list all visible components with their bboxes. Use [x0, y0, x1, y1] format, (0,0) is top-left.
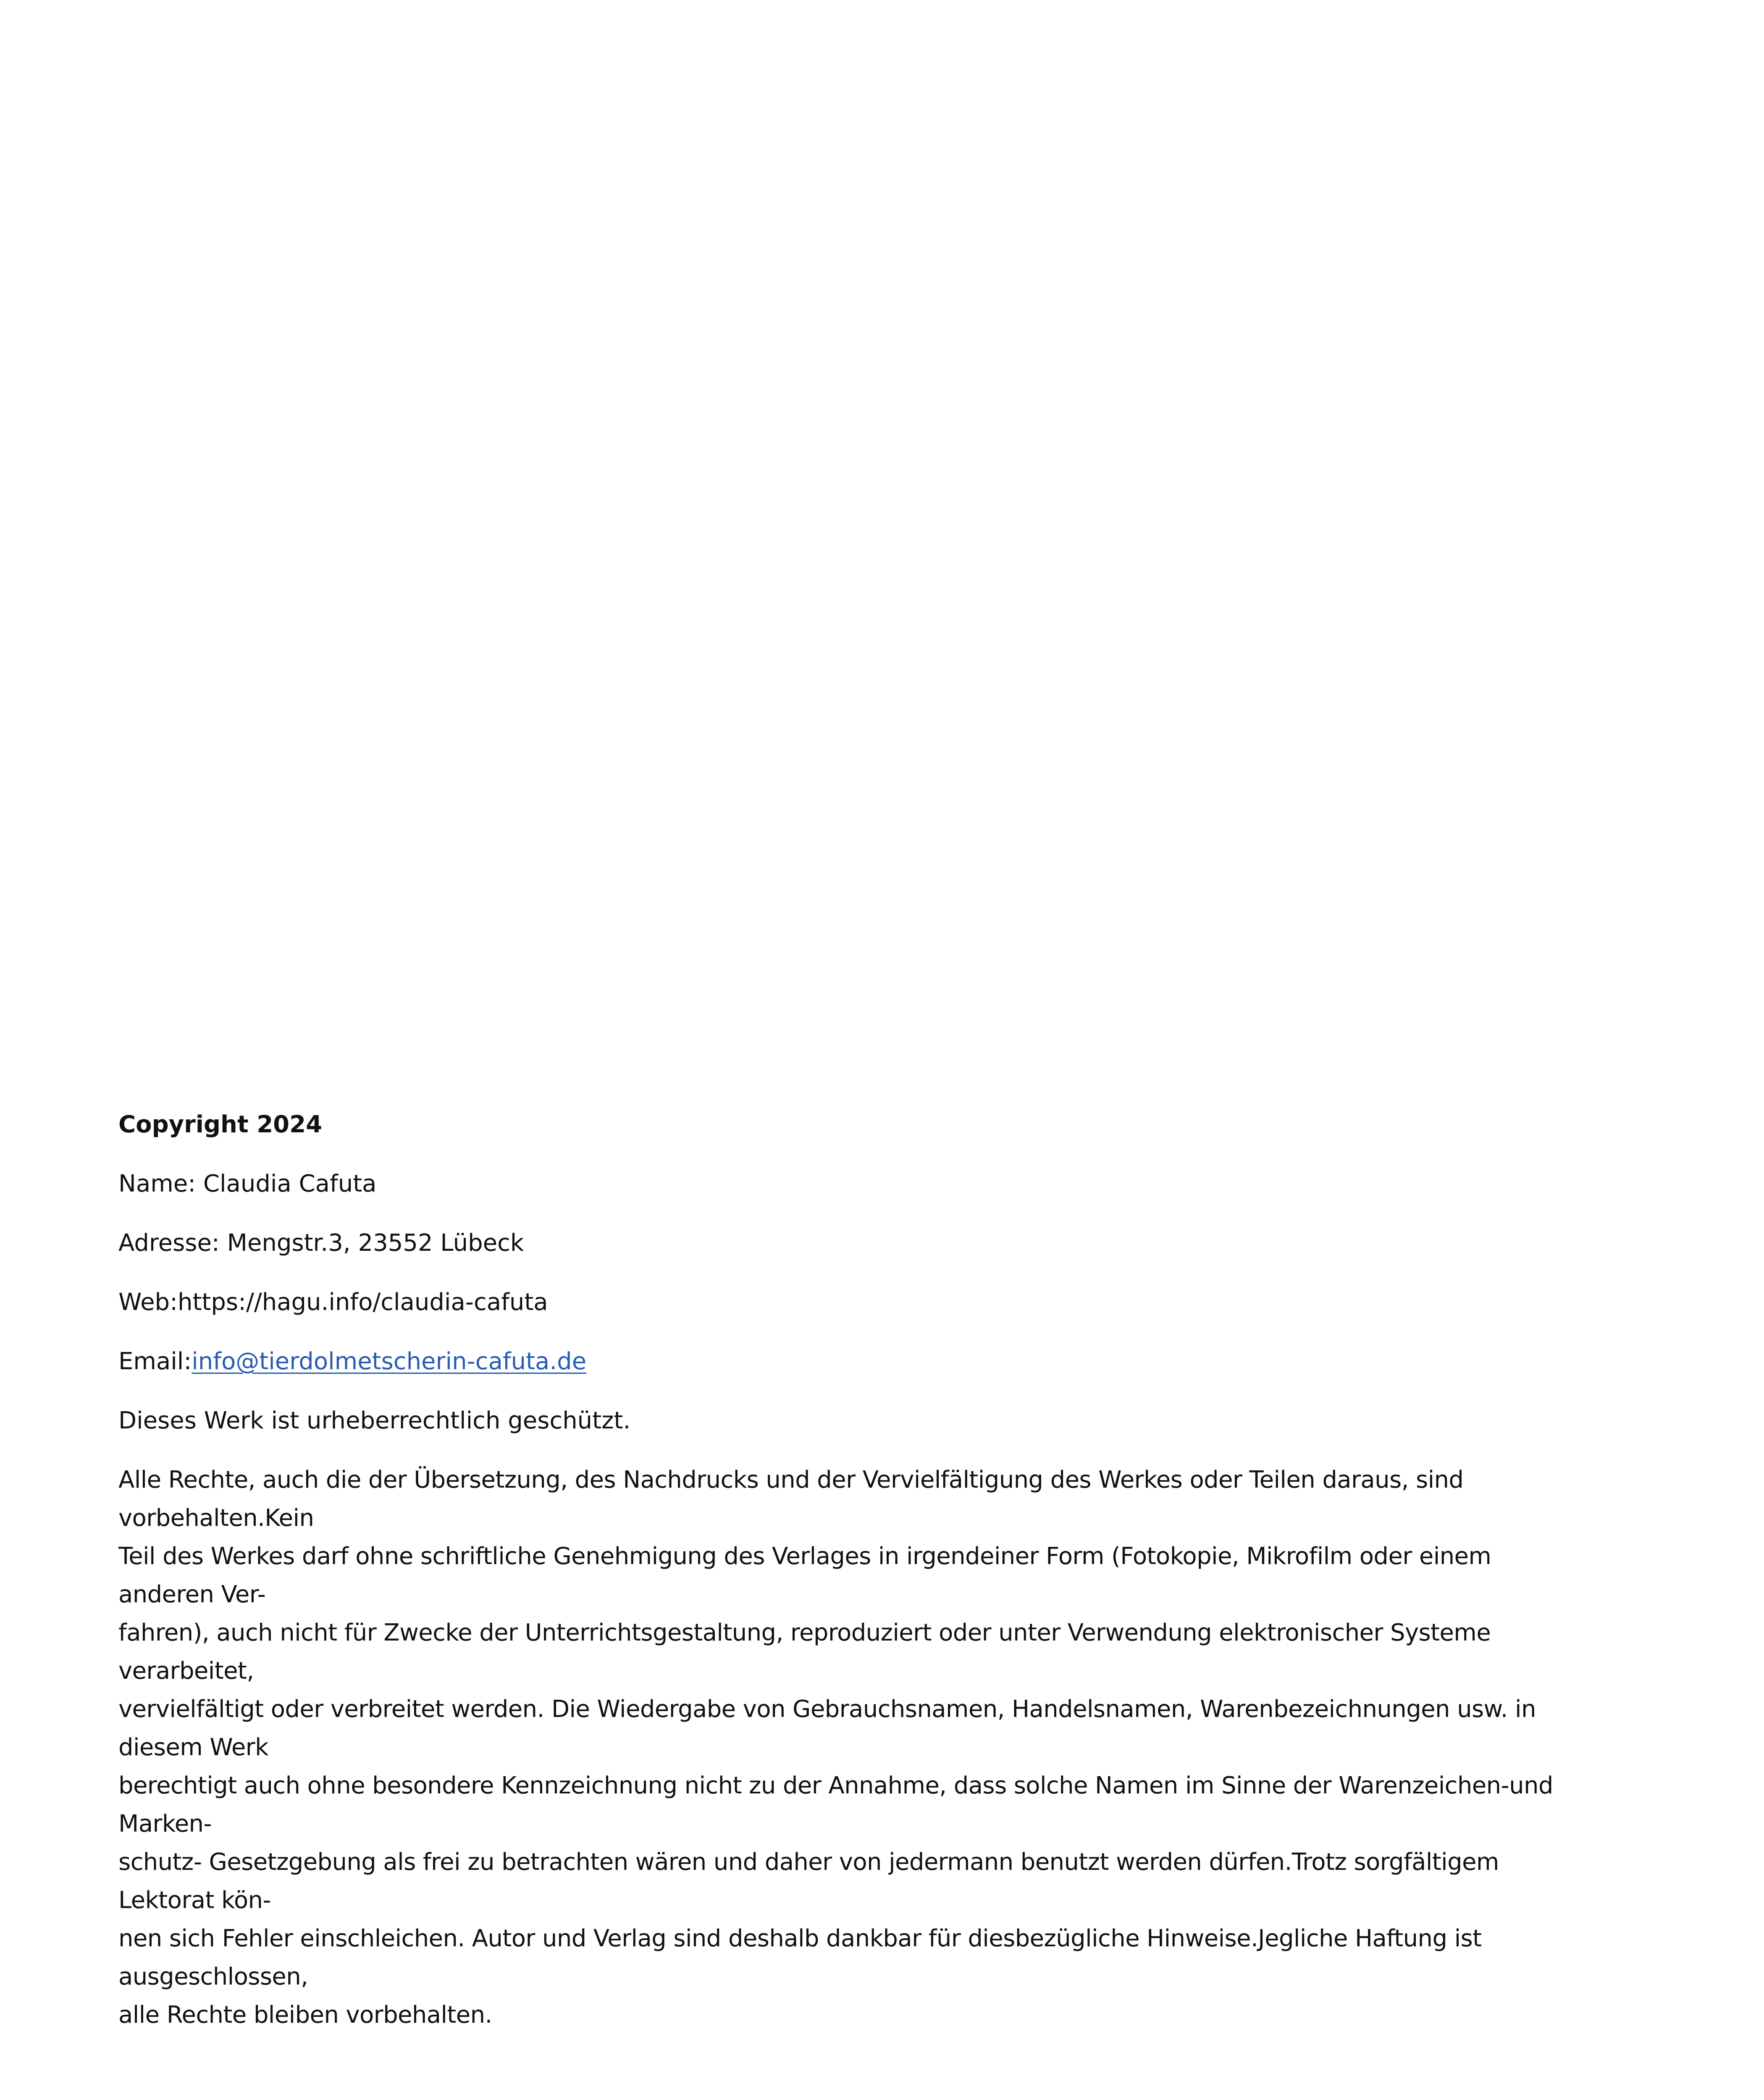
rights-line: fahren), auch nicht für Zwecke der Unterrichtsgestaltung, reproduziert oder unter Verwendung elektronischer Systeme verarbeitet, — [118, 1619, 1491, 1685]
email-link[interactable]: info@tierdolmetscherin-cafuta.de — [192, 1348, 587, 1375]
rights-line: Alle Rechte, auch die der Übersetzung, des Nachdrucks und der Vervielfältigung des Werkes oder Teilen daraus, sind vorbehalten.Kein — [118, 1466, 1464, 1532]
copyright-notice: Dieses Werk ist urheberrechtlich geschützt. — [118, 1407, 631, 1434]
email-line — [118, 1342, 1555, 1381]
web-address: Web:https://hagu.info/claudia-cafuta — [118, 1289, 548, 1316]
rights-line: vervielfältigt oder verbreitet werden. Die Wiedergabe von Gebrauchsnamen, Handelsnamen, Warenbezeichnungen usw. in diesem Werk — [118, 1696, 1536, 1761]
author-name: Name: Claudia Cafuta — [118, 1170, 377, 1197]
rights-paragraph — [118, 1461, 1555, 2034]
rights-line: berechtigt auch ohne besondere Kennzeichnung nicht zu der Annahme, dass solche Namen im Sinne der Warenzeichen-und Marken- — [118, 1772, 1553, 1838]
rights-line: alle Rechte bleiben vorbehalten. — [118, 2001, 492, 2029]
section-spacer — [118, 2055, 1555, 2100]
copyright-title: Copyright 2024 — [118, 1111, 323, 1138]
rights-line: Teil des Werkes darf ohne schriftliche Genehmigung des Verlages in irgendeiner Form (Fotokopie, Mikrofilm oder einem anderen Ver- — [118, 1543, 1491, 1608]
rights-line: nen sich Fehler einschleichen. Autor und Verlag sind deshalb dankbar für diesbezügliche Hinweise.Jegliche Haftung ist ausgeschlossen, — [118, 1925, 1482, 1990]
email-label: Email: — [118, 1348, 192, 1375]
address: Adresse: Mengstr.3, 23552 Lübeck — [118, 1229, 524, 1257]
rights-line: schutz- Gesetzgebung als frei zu betrachten wären und daher von jedermann benutzt werden dürfen.Trotz sorgfältigem Lektorat kön- — [118, 1848, 1499, 1914]
imprint-block — [118, 1105, 1555, 2100]
